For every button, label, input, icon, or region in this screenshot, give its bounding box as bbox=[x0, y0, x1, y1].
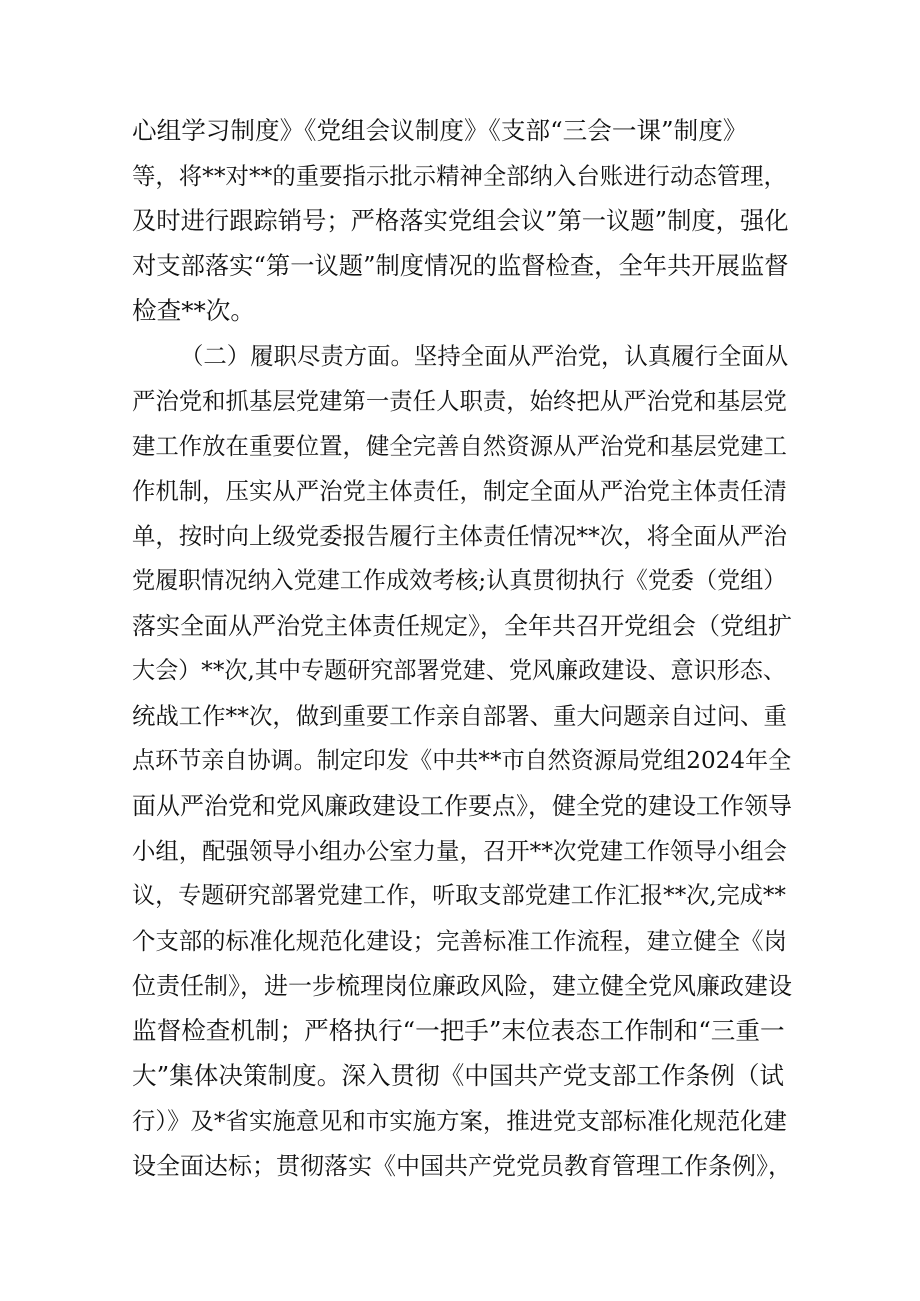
text-line: 位责任制》，进一步梳理岗位廉政风险，建立健全党风廉政建设 bbox=[132, 972, 792, 1000]
text-line: 对支部落实“第一议题”制度情况的监督检查，全年共开展监督 bbox=[132, 251, 789, 280]
text-line: 设全面达标；贯彻落实《中国共产党党员教育管理工作条例》， bbox=[132, 1152, 792, 1180]
text-line: 点环节亲自协调。制定印发《中共**市自然资源局党组2024年全 bbox=[132, 748, 792, 774]
text-line: 大会）**次,其中专题研究部署党建、党风廉政建设、意识形态、 bbox=[132, 658, 786, 684]
text-line: 面从严治党和党风廉政建设工作要点》，健全党的建设工作领导 bbox=[132, 792, 792, 820]
text-line: 心组学习制度》《党组会议制度》《支部“三会一课”制度》 bbox=[132, 116, 748, 145]
text-line: 单，按时向上级党委报告履行主体责任情况**次，将全面从严治 bbox=[132, 522, 787, 550]
text-line: 严治党和抓基层党建第一责任人职责，始终把从严治党和基层党 bbox=[132, 387, 787, 415]
text-line: 作机制，压实从严治党主体责任，制定全面从严治党主体责任清 bbox=[132, 477, 787, 505]
text-line: 等，将**对**的重要指示批示精神全部纳入台账进行动态管理， bbox=[132, 162, 787, 190]
text-line: 大”集体决策制度。深入贯彻《中国共产党支部工作条例（试 bbox=[132, 1061, 785, 1090]
text-line: 及时进行跟踪销号；严格落实党组会议”第一议题”制度，强化 bbox=[132, 206, 789, 235]
text-line: 小组，配强领导小组办公室力量，召开**次党建工作领导小组会 bbox=[132, 837, 787, 865]
section-heading-line: （二）履职尽责方面。坚持全面从严治党，认真履行全面从 bbox=[180, 342, 789, 370]
text-line: 检查**次。 bbox=[132, 296, 255, 325]
text-line: 党履职情况纳入党建工作成效考核;认真贯彻执行《党委（党组） bbox=[132, 568, 787, 594]
text-line: 议，专题研究部署党建工作，听取支部党建工作汇报**次,完成** bbox=[132, 883, 786, 909]
text-line: 建工作放在重要位置，健全完善自然资源从严治党和基层党建工 bbox=[132, 432, 787, 460]
text-line: 行）》及*省实施意见和市实施方案，推进党支部标准化规范化建 bbox=[132, 1107, 787, 1135]
text-line: 个支部的标准化规范化建设；完善标准工作流程，建立健全《岗 bbox=[132, 927, 787, 955]
text-line: 统战工作**次，做到重要工作亲自部署、重大问题亲自过问、重 bbox=[132, 702, 787, 730]
text-line: 落实全面从严治党主体责任规定》，全年共召开党组会（党组扩 bbox=[132, 612, 792, 640]
text-line: 监督检查机制；严格执行“一把手”末位表态工作制和“三重一 bbox=[132, 1016, 785, 1045]
